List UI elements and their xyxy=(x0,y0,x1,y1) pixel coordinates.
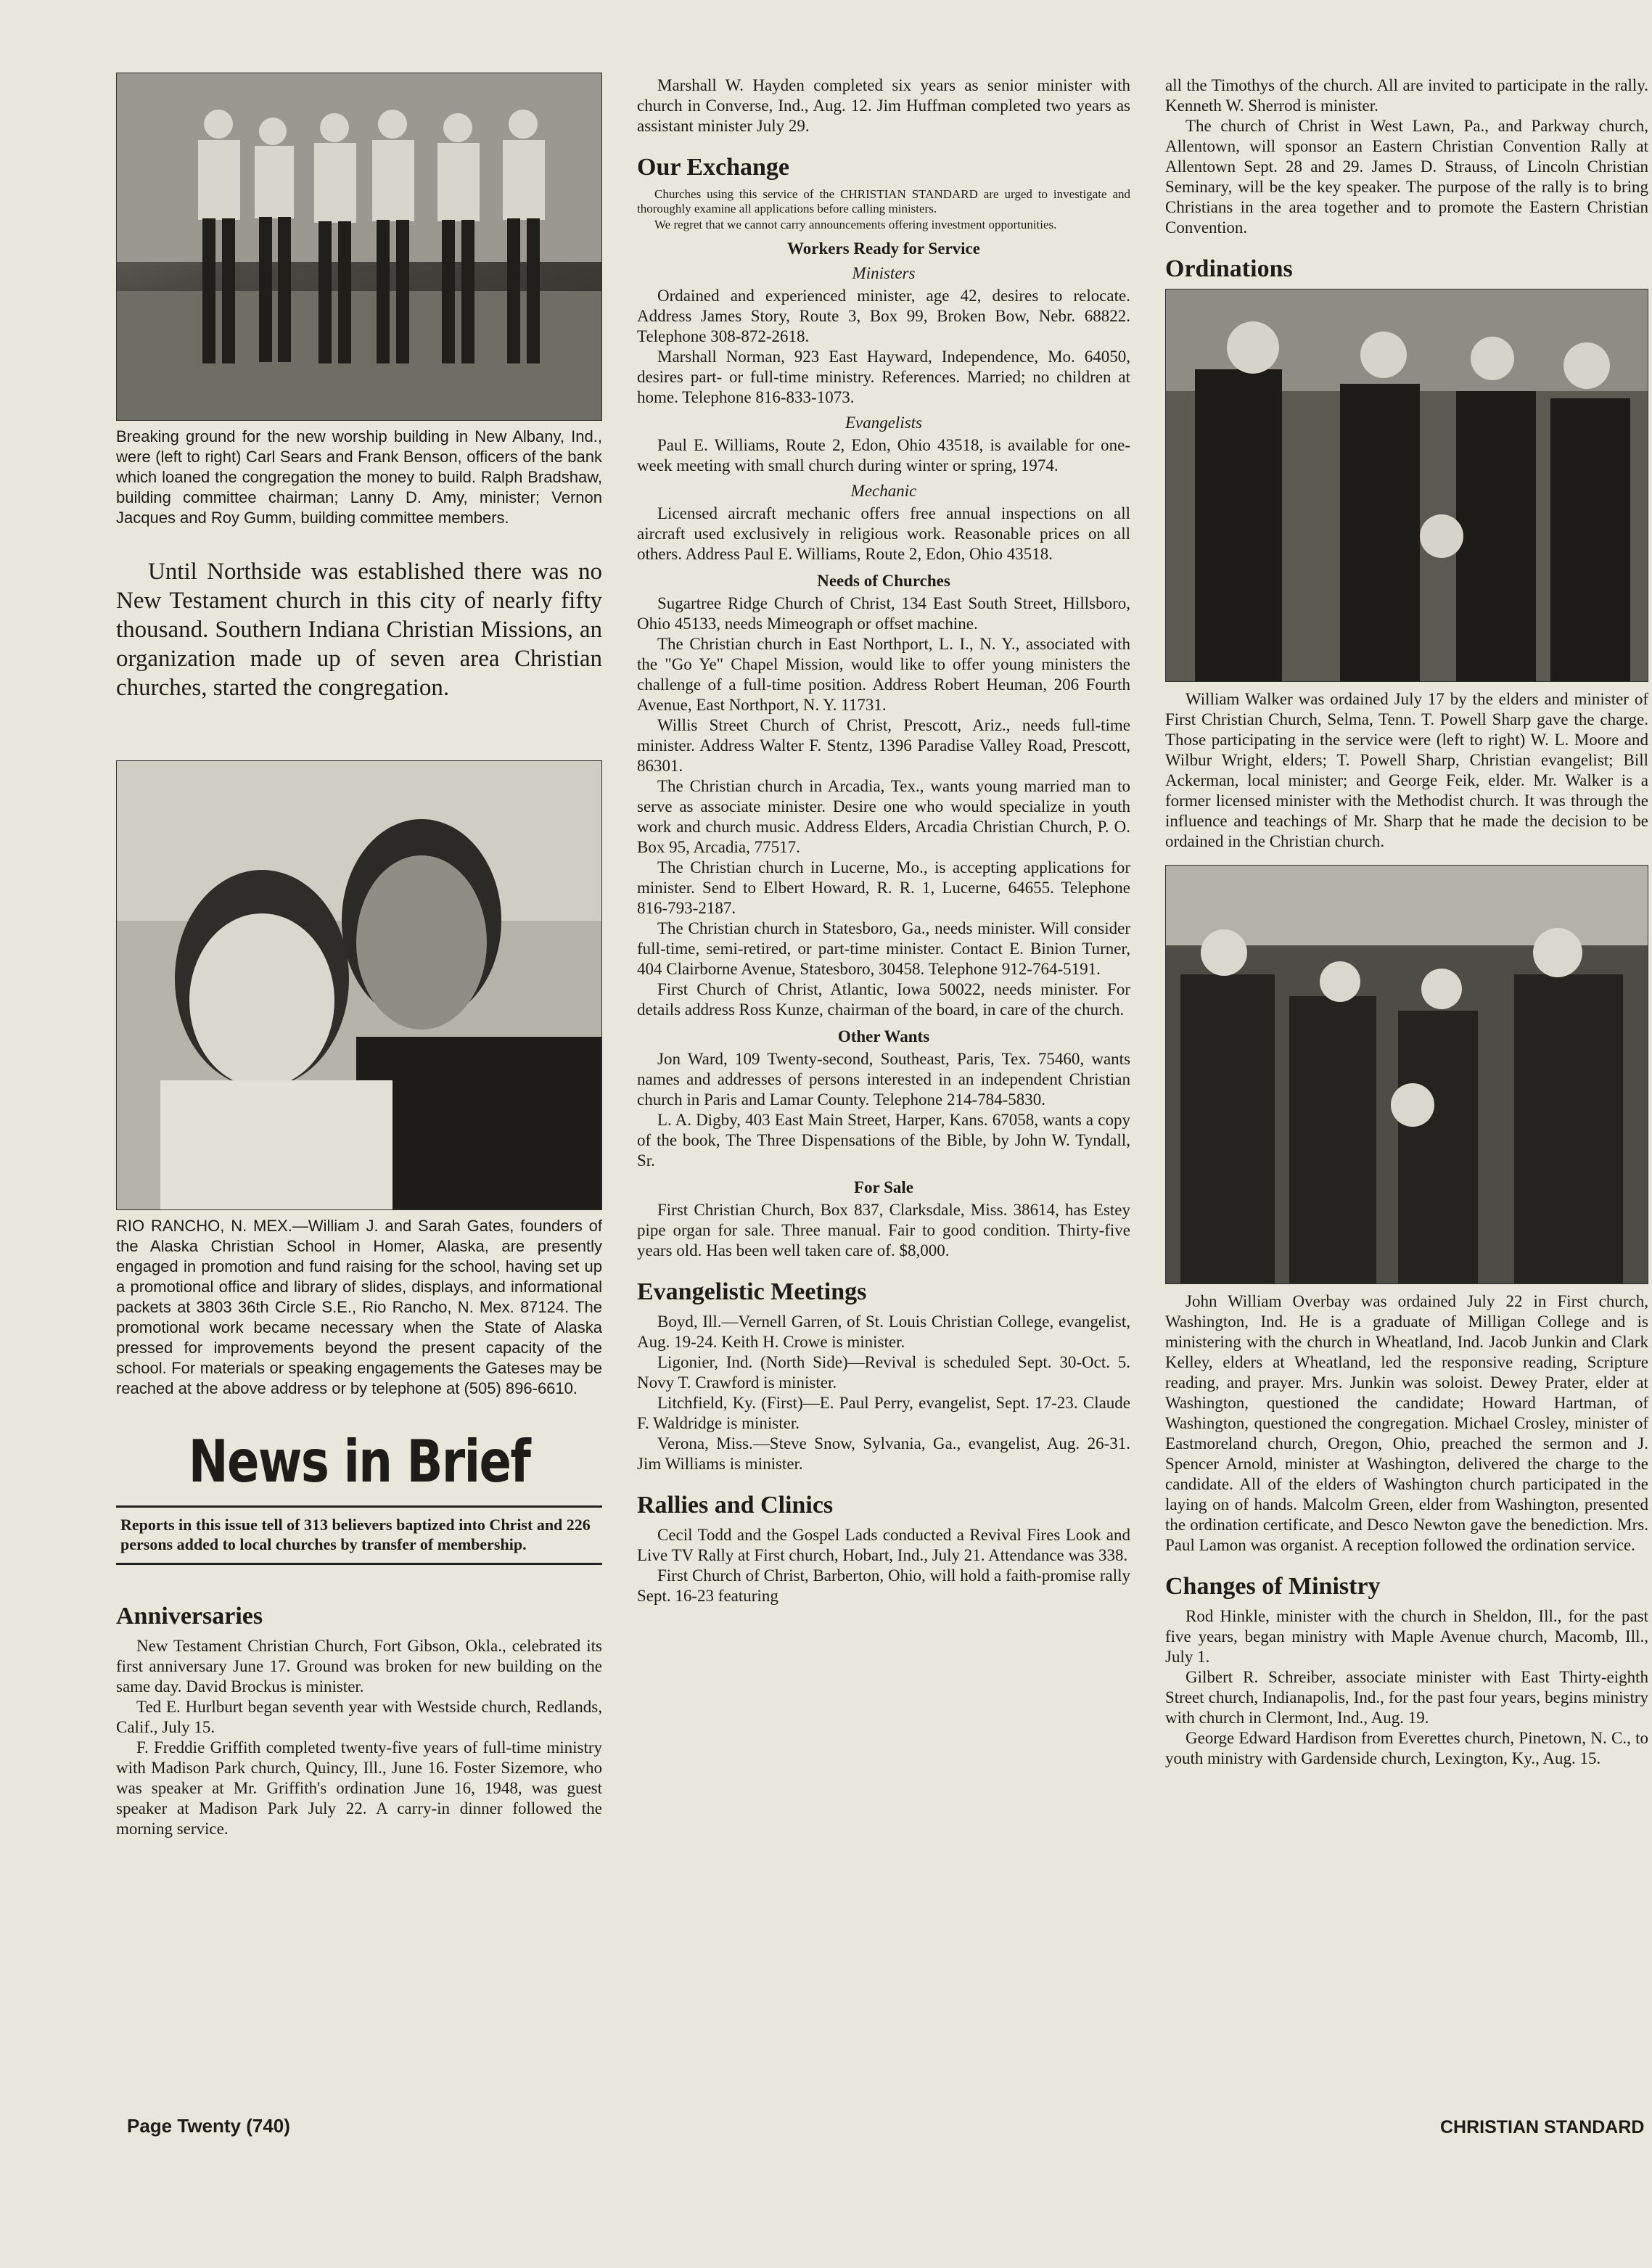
news-in-brief-title: News in Brief xyxy=(188,1428,530,1495)
needs-item: Willis Street Church of Christ, Prescott, Ariz., needs full-time minister. Address Walter F. Stentz, 1396 Paradise Valley Road, Prescott, 86301. xyxy=(637,716,1130,775)
change-item: George Edward Hardison from Everettes church, Pinetown, N. C., to youth ministry with Gardenside church, Lexington, Ky., Aug. 15. xyxy=(1165,1729,1648,1767)
anniversary-item: New Testament Christian Church, Fort Gibson, Okla., celebrated its first anniversary June 17. Ground was broken for new building on the same day. David Brockus is minister. xyxy=(116,1637,602,1696)
needs-item: The Christian church in Arcadia, Tex., wants young married man to serve as associate minister. Desire one who would specialize in youth work and church music. Address Elders, Arcadia Christian Church, P. O. Box 95, Arcadia, 77517. xyxy=(637,777,1130,856)
ministers-heading: Ministers xyxy=(852,264,916,282)
hayden-intro: Marshall W. Hayden completed six years as senior minister with church in Converse, Ind., Aug. 12. Jim Huffman completed two years as assistant minister July 29. xyxy=(637,76,1130,135)
exchange-note: We regret that we cannot carry announcements offering investment opportunities. xyxy=(654,218,1057,231)
news-summary-box xyxy=(116,1505,602,1565)
overbay-caption: John William Overbay was ordained July 22 in First church, Washington, Ind. He is a graduate of Milligan College and is ministering with the church in Wheatland, Ind. Jacob Junkin and Clark Kelley, elders at Wheatland, led the responsive reading, Scripture reading, and prayer. Mrs. Junkin was soloist. Dewey Prater, elder at Washington, questioned the candidate; Howard Hartman, of Washington, questioned the congregation. Michael Crosley, minister of Eastmoreland church, Oregon, Ohio, preached the sermon and J. Spencer Arnold, minister at Washington, delivered the charge to the candidate. All of the elders of Washington church participated in the laying on of hands. Malcolm Green, elder from Washington, presented the ordination certificate, and Desco Newton gave the benediction. Mrs. Paul Lamon was organist. A reception followed the ordination service. xyxy=(1165,1292,1648,1554)
needs-item: The Christian church in East Northport, L. I., N. Y., associated with the "Go Ye" Chapel Mission, would like to offer young ministers the challenge of a full-time position. Address Robert Heuman, 206 Fourth Avenue, East Northport, N. Y. 11731. xyxy=(637,635,1130,714)
needs-heading: Needs of Churches xyxy=(817,572,950,590)
change-item: Gilbert R. Schreiber, associate minister with East Thirty-eighth Street church, Indianapolis, Ind., for the past four years, begins ministry with church in Clermont, Ind., Aug. 19. xyxy=(1165,1668,1648,1727)
change-item: Rod Hinkle, minister with the church in Sheldon, Ill., for the past five years, began ministry with Maple Avenue church, Macomb, Ill., July 1. xyxy=(1165,1607,1648,1666)
other-want-item: L. A. Digby, 403 East Main Street, Harper, Kans. 67058, wants a copy of the book, The Three Dispensations of the Bible, by John W. Tyndall, Sr. xyxy=(637,1111,1130,1170)
minister-ad: Ordained and experienced minister, age 42, desires to relocate. Address James Story, Route 3, Box 99, Broken Bow, Nebr. 68822. Telephone 308-872-2618. xyxy=(637,287,1130,345)
walker-ordination-photo xyxy=(1165,289,1648,682)
meeting-item: Litchfield, Ky. (First)—E. Paul Perry, evangelist, Sept. 17-23. Claude F. Waldridge is minister. xyxy=(637,1394,1130,1432)
column-left xyxy=(116,73,602,1839)
exchange-note: Churches using this service of the CHRISTIAN STANDARD are urged to investigate and thoroughly examine all applications before calling ministers. xyxy=(637,187,1130,215)
overbay-ordination-photo xyxy=(1165,865,1648,1284)
anniversaries-heading: Anniversaries xyxy=(116,1603,263,1630)
groundbreaking-photo xyxy=(116,73,602,421)
meeting-item: Ligonier, Ind. (North Side)—Revival is scheduled Sept. 30-Oct. 5. Novy T. Crawford is minister. xyxy=(637,1353,1130,1392)
needs-item: The Christian church in Lucerne, Mo., is accepting applications for minister. Send to Elbert Howard, R. R. 1, Lucerne, 64655. Telephone 816-793-2187. xyxy=(637,858,1130,917)
evangelistic-meetings-heading: Evangelistic Meetings xyxy=(637,1278,867,1305)
mechanic-ad: Licensed aircraft mechanic offers free annual inspections on all aircraft used exclusively in religious work. Reasonable prices on all others. Address Paul E. Williams, Route 2, Edon, Ohio 43518. xyxy=(637,504,1130,563)
rally-continued: The church of Christ in West Lawn, Pa., and Parkway church, Allentown, will sponsor an Eastern Christian Convention Rally at Allentown Sept. 28 and 29. James D. Strauss, of Lincoln Christian Seminary, will be the key speaker. The purpose of the rally is to bring Christians in the area together and to promote the Eastern Christian Convention. xyxy=(1165,117,1648,237)
northside-lead-text: Until Northside was established there was no New Testament church in this city of nearly fifty thousand. Southern Indiana Christian Missions, an organization made up of seven area Christian churches, started the congregation. xyxy=(116,559,602,701)
rally-item: Cecil Todd and the Gospel Lads conducted a Revival Fires Look and Live TV Rally at First church, Hobart, Ind., July 21. Attendance was 338. xyxy=(637,1526,1130,1564)
other-wants-heading: Other Wants xyxy=(837,1027,930,1045)
ordinations-heading: Ordinations xyxy=(1165,255,1293,282)
walker-caption: William Walker was ordained July 17 by the elders and minister of First Christian Church, Selma, Tenn. T. Powell Sharp gave the charge. Those participating in the service were (left to right) W. L. Moore and Wilbur Wright, elders; T. Powell Sharp, Christian evangelist; Bill Ackerman, local minister; and George Feik, elder. Mr. Walker is a former licensed minister with the Methodist church. It was through the influence and teachings of Mr. Sharp that he made the decision to be ordained in the Christian church. xyxy=(1165,690,1648,850)
workers-heading: Workers Ready for Service xyxy=(787,239,980,258)
changes-of-ministry-heading: Changes of Ministry xyxy=(1165,1573,1381,1600)
needs-item: First Church of Christ, Atlantic, Iowa 50022, needs minister. For details address Ross Kunze, chairman of the board, in care of the church. xyxy=(637,980,1130,1019)
gates-couple-photo xyxy=(116,760,602,1210)
column-middle xyxy=(637,73,1130,1606)
meeting-item: Verona, Miss.—Steve Snow, Sylvania, Ga., evangelist, Aug. 26-31. Jim Williams is minister. xyxy=(637,1434,1130,1473)
column-right xyxy=(1165,73,1648,1769)
our-exchange-heading: Our Exchange xyxy=(637,154,790,181)
evangelist-ad: Paul E. Williams, Route 2, Edon, Ohio 43518, is available for one-week meeting with small church during winter or spring, 1974. xyxy=(637,436,1130,474)
news-summary-text: Reports in this issue tell of 313 believers baptized into Christ and 226 persons added to local churches by transfer of membership. xyxy=(120,1516,591,1553)
rallies-heading: Rallies and Clinics xyxy=(637,1492,834,1519)
evangelists-heading: Evangelists xyxy=(845,414,923,432)
page-number: Page Twenty (740) xyxy=(127,2115,290,2137)
rally-item: First Church of Christ, Barberton, Ohio, will hold a faith-promise rally Sept. 16-23 featuring xyxy=(637,1566,1130,1605)
minister-ad: Marshall Norman, 923 East Hayward, Independence, Mo. 64050, desires part- or full-time ministry. References. Married; no children at home. Telephone 816-833-1073. xyxy=(637,348,1130,406)
rally-continued: all the Timothys of the church. All are invited to participate in the rally. Kenneth W. Sherrod is minister. xyxy=(1165,76,1648,115)
for-sale-item: First Christian Church, Box 837, Clarksdale, Miss. 38614, has Estey pipe organ for sale. Three manual. Fair to good condition. Thirty-five years old. Has been well taken care of. $8,000. xyxy=(637,1201,1130,1260)
for-sale-heading: For Sale xyxy=(854,1178,913,1196)
needs-item: Sugartree Ridge Church of Christ, 134 East South Street, Hillsboro, Ohio 45133, needs Mimeograph or offset machine. xyxy=(637,594,1130,633)
publication-name: CHRISTIAN STANDARD xyxy=(1440,2117,1645,2137)
gates-caption: RIO RANCHO, N. MEX.—William J. and Sarah Gates, founders of the Alaska Christian School in Homer, Alaska, are presently engaged in promotion and fund raising for the school, having set up a promotional office and library of slides, displays, and informational packets at 3803 36th Circle S.E., Rio Rancho, N. Mex. 87124. The promotional work became necessary when the State of Alaska pressed for improvements beyond the present capacity of the school. For materials or speaking engagements the Gateses may be reached at the above address or by telephone at (505) 896-6610. xyxy=(116,1217,602,1397)
mechanic-heading: Mechanic xyxy=(850,482,917,500)
groundbreaking-caption: Breaking ground for the new worship building in New Albany, Ind., were (left to right) Carl Sears and Frank Benson, officers of the bank which loaned the congregation the money to build. Ralph Bradshaw, building committee chairman; Lanny D. Amy, minister; Vernon Jacques and Roy Gumm, building committee members. xyxy=(116,427,602,527)
needs-item: The Christian church in Statesboro, Ga., needs minister. Will consider full-time, semi-retired, or part-time minister. Contact E. Binion Turner, 404 Clairborne Avenue, Statesboro, 30458. Telephone 912-764-5191. xyxy=(637,919,1130,978)
anniversary-item: F. Freddie Griffith completed twenty-five years of full-time ministry with Madison Park church, Quincy, Ill., June 16. Foster Sizemore, who was speaker at Mr. Griffith's ordination June 16, 1948, was guest speaker at Madison Park July 22. A carry-in dinner followed the morning service. xyxy=(116,1738,602,1838)
other-want-item: Jon Ward, 109 Twenty-second, Southeast, Paris, Tex. 75460, wants names and addresses of persons interested in an independent Christian church in Paris and Lamar County. Telephone 214-784-5830. xyxy=(637,1050,1130,1109)
anniversary-item: Ted E. Hurlburt began seventh year with Westside church, Redlands, Calif., July 15. xyxy=(116,1698,602,1736)
meeting-item: Boyd, Ill.—Vernell Garren, of St. Louis Christian College, evangelist, Aug. 19-24. Keith H. Crowe is minister. xyxy=(637,1312,1130,1351)
